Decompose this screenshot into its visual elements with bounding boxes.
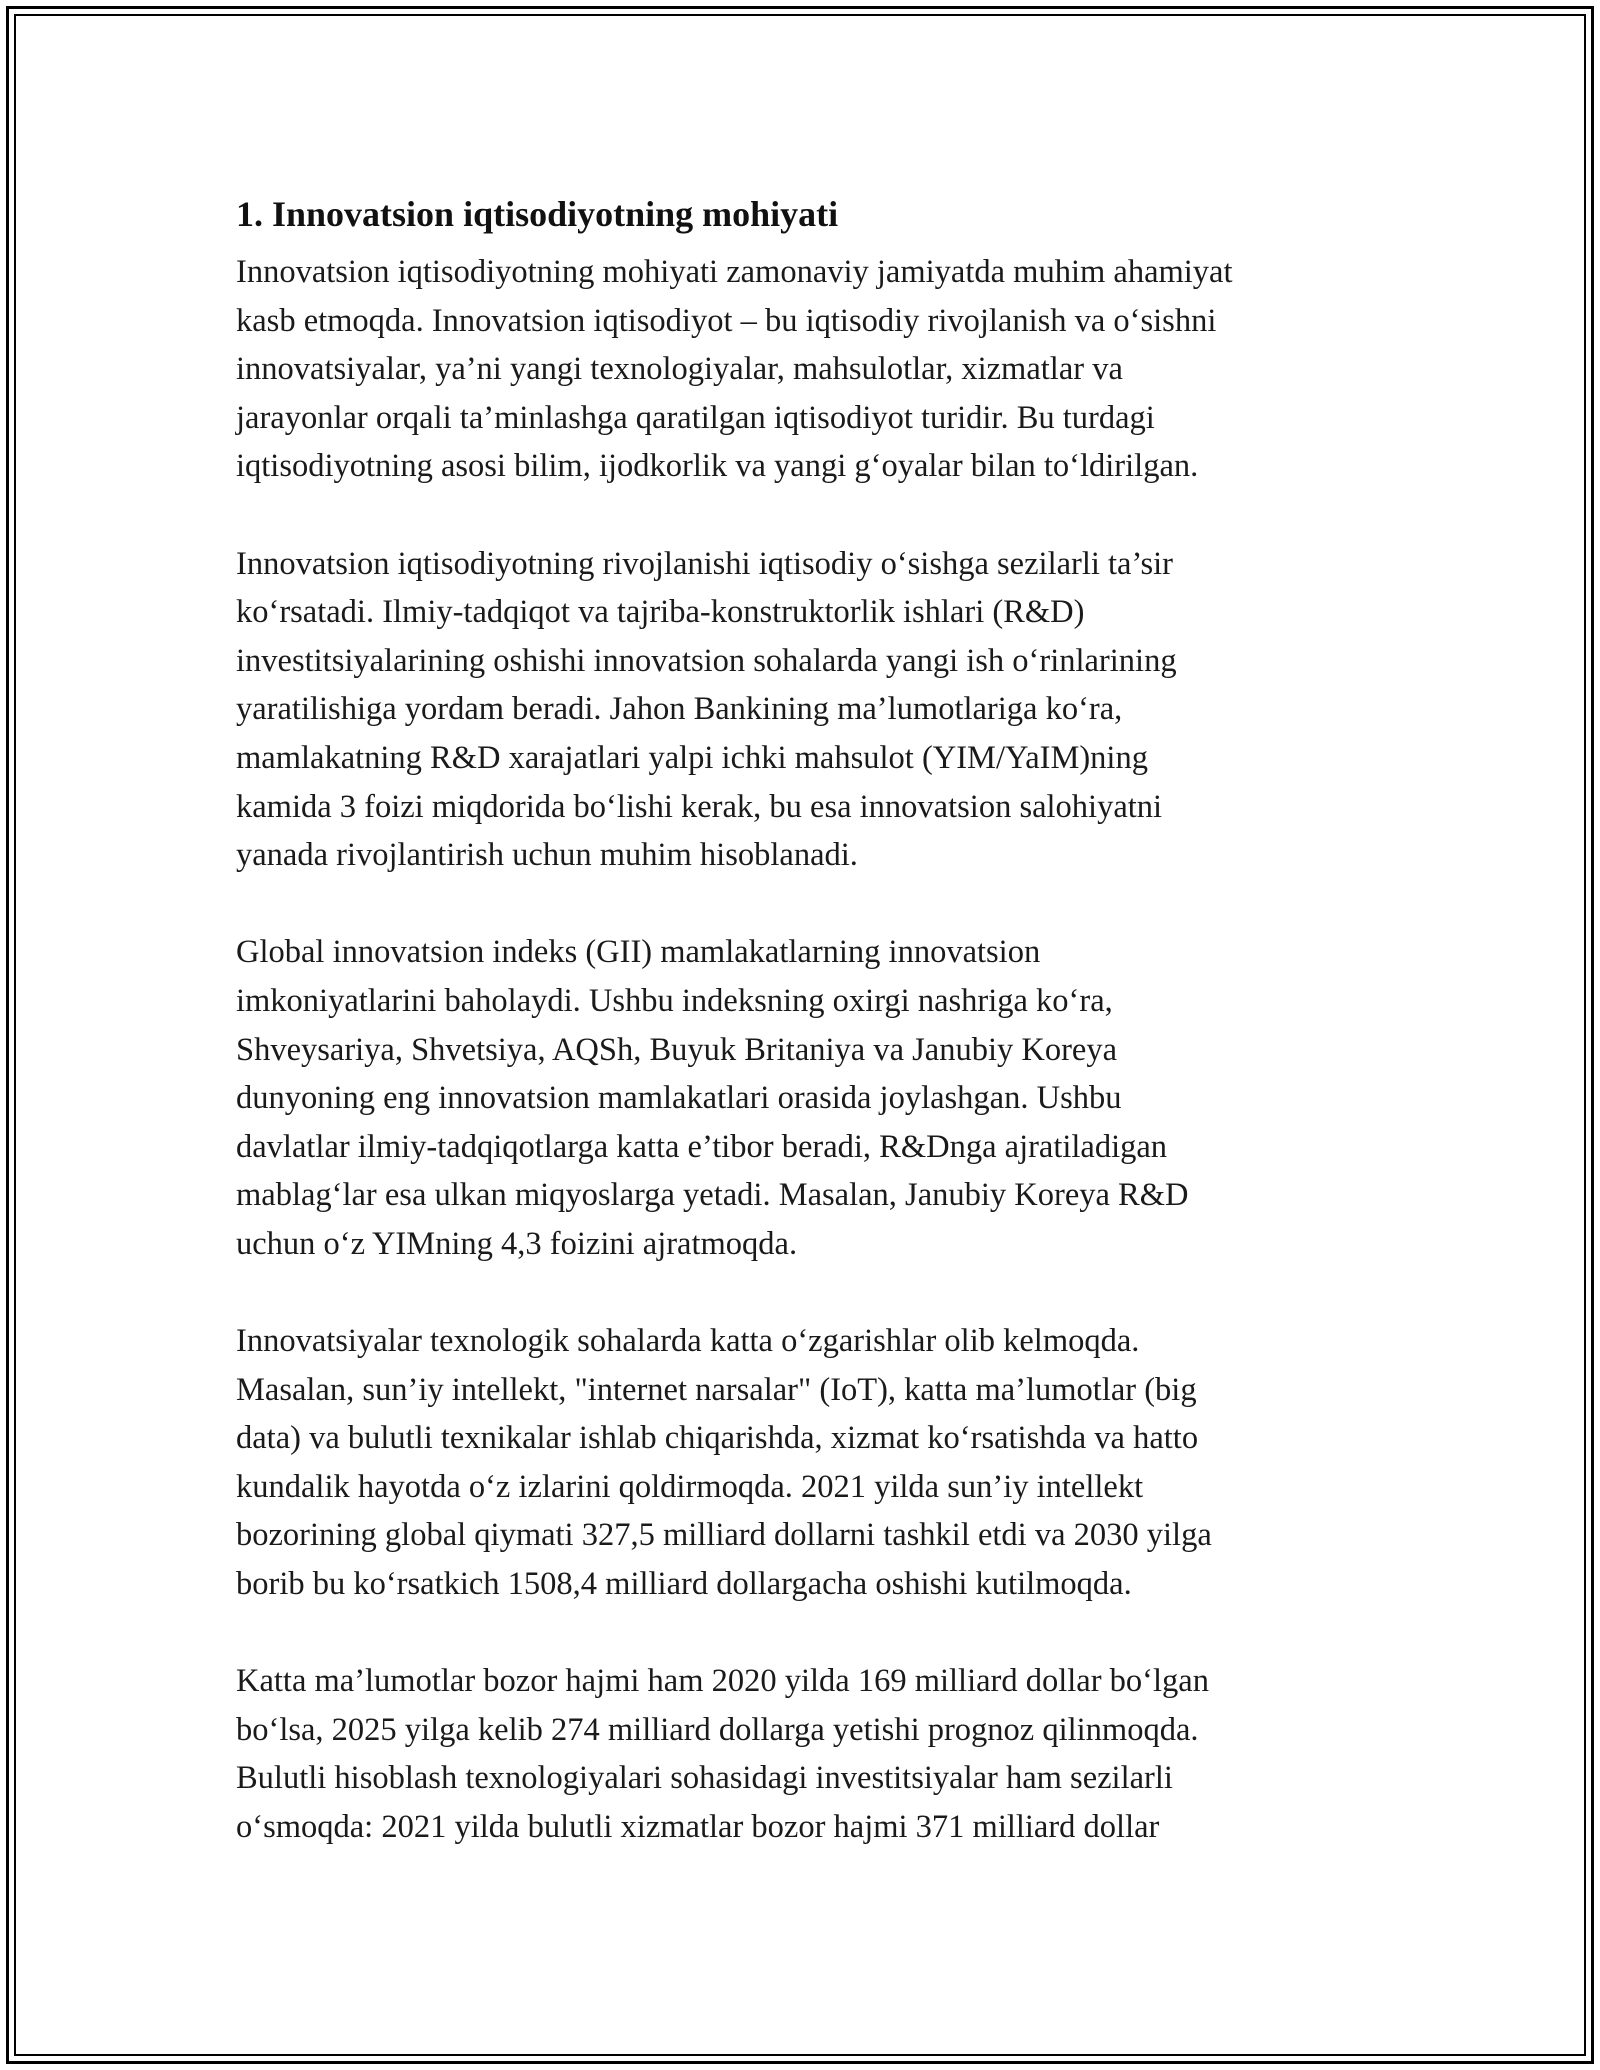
paragraph-4: [236, 1317, 1396, 1609]
paragraph-line: iqtisodiyotning asosi bilim, ijodkorlik va yangi g‘oyalar bilan to‘ldirilgan.: [236, 448, 1199, 485]
paragraph-line: Innovatsion iqtisodiyotning rivojlanishi iqtisodiy o‘sishga sezilarli ta’sir: [236, 545, 1174, 582]
paragraph-line: borib bu ko‘rsatkich 1508,4 milliard dollargacha oshishi kutilmoqda.: [236, 1566, 1132, 1603]
paragraph-line: o‘smoqda: 2021 yilda bulutli xizmatlar bozor hajmi 371 milliard dollar: [236, 1809, 1160, 1845]
paragraph-2: [236, 540, 1396, 880]
paragraph-line: innovatsiyalar, ya’ni yangi texnologiyalar, mahsulotlar, xizmatlar va: [236, 351, 1123, 388]
paragraph-line: Bulutli hisoblash texnologiyalari sohasidagi investitsiyalar ham sezilarli: [236, 1760, 1173, 1797]
paragraph-line: yaratilishiga yordam beradi. Jahon Bankining ma’lumotlariga ko‘ra,: [236, 691, 1123, 728]
paragraph-line: bo‘lsa, 2025 yilga kelib 274 milliard dollarga yetishi prognoz qilinmoqda.: [236, 1711, 1199, 1748]
paragraph-line: data) va bulutli texnikalar ishlab chiqarishda, xizmat ko‘rsatishda va hatto: [236, 1420, 1199, 1457]
paragraph-line: kasb etmoqda. Innovatsion iqtisodiyot – bu iqtisodiy rivojlanish va o‘sishni: [236, 302, 1217, 339]
paragraph-line: bozorining global qiymati 327,5 milliard dollarni tashkil etdi va 2030 yilga: [236, 1517, 1212, 1554]
paragraph-line: Innovatsion iqtisodiyotning mohiyati zamonaviy jamiyatda muhim ahamiyat: [236, 254, 1233, 290]
paragraph-line: mablag‘lar esa ulkan miqyoslarga yetadi. Masalan, Janubiy Koreya R&D: [236, 1177, 1189, 1214]
paragraph-line: ko‘rsatadi. Ilmiy-tadqiqot va tajriba-konstruktorlik ishlari (R&D): [236, 594, 1085, 631]
paragraph-line: kamida 3 foizi miqdorida bo‘lishi kerak, bu esa innovatsion salohiyatni: [236, 788, 1163, 825]
document-body: [236, 188, 1396, 1852]
paragraph-line: mamlakatning R&D xarajatlari yalpi ichki mahsulot (YIM/YaIM)ning: [236, 739, 1148, 776]
paragraph-1: [236, 248, 1396, 491]
paragraph-line: dunyoning eng innovatsion mamlakatlari orasida joylashgan. Ushbu: [236, 1080, 1122, 1117]
paragraph-line: imkoniyatlarini baholaydi. Ushbu indeksning oxirgi nashriga ko‘ra,: [236, 982, 1113, 1019]
paragraph-line: investitsiyalarining oshishi innovatsion sohalarda yangi ish o‘rinlarining: [236, 642, 1177, 679]
paragraph-5: [236, 1657, 1396, 1851]
paragraph-line: yanada rivojlantirish uchun muhim hisoblanadi.: [236, 837, 858, 874]
paragraph-line: Shveysariya, Shvetsiya, AQSh, Buyuk Britaniya va Janubiy Koreya: [236, 1031, 1117, 1068]
paragraph-line: Masalan, sun’iy intellekt, "internet narsalar" (IoT), katta ma’lumotlar (big: [236, 1371, 1197, 1408]
paragraph-line: uchun o‘z YIMning 4,3 foizini ajratmoqda.: [236, 1225, 798, 1262]
paragraph-line: Global innovatsion indeks (GII) mamlakatlarning innovatsion: [236, 934, 1041, 971]
paragraph-line: kundalik hayotda o‘z izlarini qoldirmoqda. 2021 yilda sun’iy intellekt: [236, 1468, 1144, 1505]
paragraph-line: Innovatsiyalar texnologik sohalarda katta o‘zgarishlar olib kelmoqda.: [236, 1323, 1140, 1360]
paragraph-line: jarayonlar orqali ta’minlashga qaratilgan iqtisodiyot turidir. Bu turdagi: [236, 399, 1155, 436]
section-heading: 1. Innovatsion iqtisodiyotning mohiyati: [236, 194, 839, 234]
paragraph-3: [236, 928, 1396, 1268]
paragraph-line: davlatlar ilmiy-tadqiqotlarga katta e’tibor beradi, R&Dnga ajratiladigan: [236, 1128, 1168, 1165]
paragraph-line: Katta ma’lumotlar bozor hajmi ham 2020 yilda 169 milliard dollar bo‘lgan: [236, 1663, 1209, 1700]
